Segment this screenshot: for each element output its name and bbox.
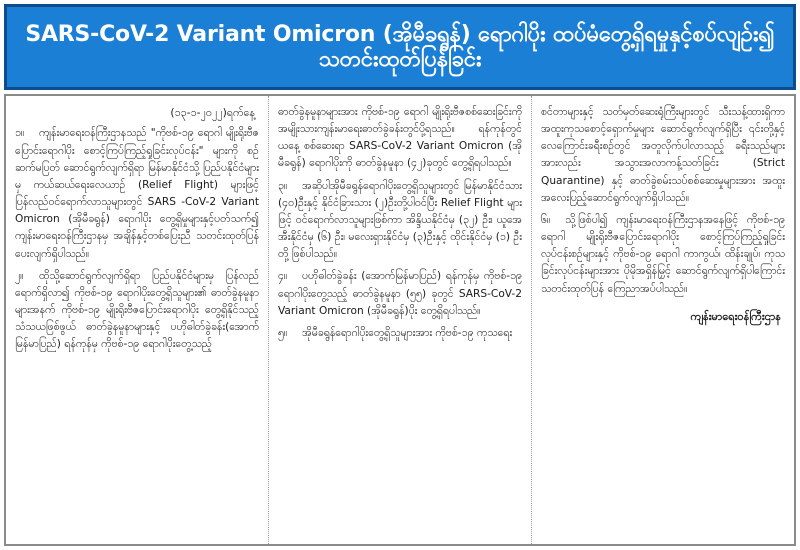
paragraph-2 xyxy=(15,268,259,354)
paragraph-text: ပဟိုဓါတ်ခွဲခန်း (အောက်မြန်မာပြည်) ရန်ကုန်မှ ကိုဗစ်-၁၉ ရောဂါပိုးတွေ့သည့် ဓာတ်ခွဲနမူနာ (၅၅) ခုတွင် SARS-CoV-2 Variant Omicron (အိုမီခရွန်)ပိုး တွေ့ရှိရပါသည်။ xyxy=(278,270,522,317)
paragraph-number: ၃။ xyxy=(278,179,288,192)
paragraph-number: ၁။ xyxy=(15,127,25,140)
paragraph-text: ဓာတ်ခွဲနမူနာများအား ကိုဗစ်-၁၉ ရောဂါ မျိုးရိုးဗီဇစစ်ဆေးခြင်းကို အမျိုးသားကျန်းမာရေးဓာတ်ခွဲခန်းတွင်ပို့ရသည်။ ရန်ကုန်တွင် ယနေ့ စစ်ဆေးရာ SARS-CoV-2 Variant Omicron (အိုမီခရွန်) ရောဂါပိုးကို ဓာတ်ခွဲနမူနာ (၄၂)ခုတွင် တွေ့ရှိရပါသည်။ xyxy=(278,106,522,170)
paragraph-text: သို့ဖြစ်ပါ၍ ကျန်းမာရေးဝန်ကြီးဌာနအနေဖြင့် ကိုဗစ်-၁၉ ရောဂါ မျိုးရိုးဗီဇပြောင်းရောဂါပိုး စောင့်ကြပ်ကြည့်ရှုခြင်းလုပ်ငန်းစဉ်များနှင့် ကိုဗစ်-၁၉ ရောဂါ ကာကွယ်၊ ထိန်းချုပ်၊ ကုသခြင်းလုပ်ငန်းများအား ပိုမိုအရှိန်မြှင့် ဆောင်ရွက်လျက်ရှိပါကြောင်း သတင်းထုတ်ပြန် ကြေညာအပ်ပါသည်။ xyxy=(541,213,785,295)
paragraph-text: အိုမီခရွန်ရောဂါပိုးတွေ့ရှိသူများအား ကိုဗစ်-၁၉ ကုသရေး xyxy=(302,326,513,339)
paragraph-6 xyxy=(541,212,785,298)
issuer-signature: ကျန်းမာရေးဝန်ကြီးဌာန xyxy=(690,309,781,323)
paragraph-5 xyxy=(278,325,522,342)
column-1 xyxy=(6,96,268,544)
paragraph-number: ၆။ xyxy=(541,213,551,226)
paragraph-number: ၅။ xyxy=(278,326,288,339)
paragraph-5-continued xyxy=(541,104,785,207)
headline-banner xyxy=(4,4,796,90)
paragraph-text: ထိုသို့ဆောင်ရွက်လျက်ရှိရာ ပြည်ပနိုင်ငံများမှ ပြန်လည်ရောက်ရှိလာ၍ ကိုဗစ်-၁၉ ရောဂါပိုးတွေ့ရှိသူများ၏ ဓာတ်ခွဲနမူနာများအနက် ကိုဗစ်-၁၉ မျိုးရိုးဗီဇပြောင်းရောဂါပိုး တွေ့ရှိနိုင်သည့် သံသယဖြစ်ဖွယ် ဓာတ်ခွဲနမူနာများနှင့် ပဟိုဓါတ်ခွဲခန်း(အောက်မြန်မာပြည်) ရန်ကုန်မှ ကိုဗစ်-၁၉ ရောဂါပိုးတွေ့သည့် xyxy=(15,269,259,351)
release-date: (၁၃-၁-၂၀၂၂)ရက်နေ့ xyxy=(170,106,255,119)
paragraph-4 xyxy=(278,268,522,319)
paragraph-3 xyxy=(278,178,522,264)
column-2 xyxy=(268,96,531,544)
paragraph-text: စင်တာများနှင့် သတ်မှတ်ဆေးရုံကြီးများတွင် သီးသန့်ထားရှိကာ အထူးကုသစောင့်ရှောက်မှုများ ဆောင်ရွက်လျက်ရှိပြီး ၎င်းတို့နှင့် လေကြောင်းခရီးစဉ်တွင် အတူလိုက်ပါလာသည့် ခရီးသည်များအားလည်း အသွားအလာကန့်သတ်ခြင်း (Strict Quarantine) နှင့် ဓာတ်ခွဲစမ်းသပ်စစ်ဆေးမှုများအား အထူးအလေးပြည့်ဆောင်ရွက်လျက်ရှိပါသည်။ xyxy=(541,106,785,204)
paragraph-number: ၄။ xyxy=(278,270,288,283)
paragraph-2-continued xyxy=(278,104,522,173)
paragraph-number: ၂။ xyxy=(15,269,24,282)
paragraph-text: အဆိုပါအိုမီခရွန်ရောဂါပိုးတွေ့ရှိသူများတွင် မြန်မာနိုင်ငံသား (၄၀)ဦးနှင့် နိုင်ငံခြားသား (၂)ဦးတို့ပါဝင်ပြီး Relief Flight များဖြင့် ဝင်ရောက်လာသူများဖြစ်ကာ အိန္ဒိယနိုင်ငံမှ (၃၂) ဦး၊ ယူအေအီးနိုင်ငံမှ (၆) ဦး၊ မလေးရှားနိုင်ငံမှ (၃)ဦးနှင့် ထိုင်းနိုင်ငံမှ (၁) ဦးတို့ ဖြစ်ပါသည်။ xyxy=(278,179,522,261)
paragraph-text: ကျန်းမာရေးဝန်ကြီးဌာနသည် "ကိုဗစ်-၁၉ ရောဂါ မျိုးရိုးဗီဇပြောင်းရောဂါပိုး စောင့်ကြပ်ကြည့်ရှုခြင်းလုပ်ငန်း" များကို စဉ်ဆက်မပြတ် ဆောင်ရွက်လျက်ရှိရာ မြန်မာနိုင်ငံသို့ ပြည်ပနိုင်ငံများမှ ကယ်ဆယ်ရေးလေယာဉ် (Relief Flight) များဖြင့် ပြန်လည်ဝင်ရောက်လာသူများတွင် SARS -CoV-2 Variant Omicron (အိုမီခရွန်) ရောဂါပိုး တွေ့ရှိမှုများနှင့်ပတ်သက်၍ ကျန်းမာရေးဝန်ကြီးဌာနမှ အချိန်နှင့်တစ်ပြေးညီ သတင်းထုတ်ပြန်ပေးလျက်ရှိပါသည်။ xyxy=(15,127,259,260)
headline-title: SARS-CoV-2 Variant Omicron (အိုမီခရွန်) ရောဂါပိုး ထပ်မံတွေ့ရှိရမှုနှင့်စပ်လျဉ်း၍ သတင်းထုတ်ပြန်ခြင်း xyxy=(25,21,775,72)
column-3 xyxy=(531,96,794,544)
article-body xyxy=(4,94,796,546)
paragraph-1 xyxy=(15,125,259,262)
